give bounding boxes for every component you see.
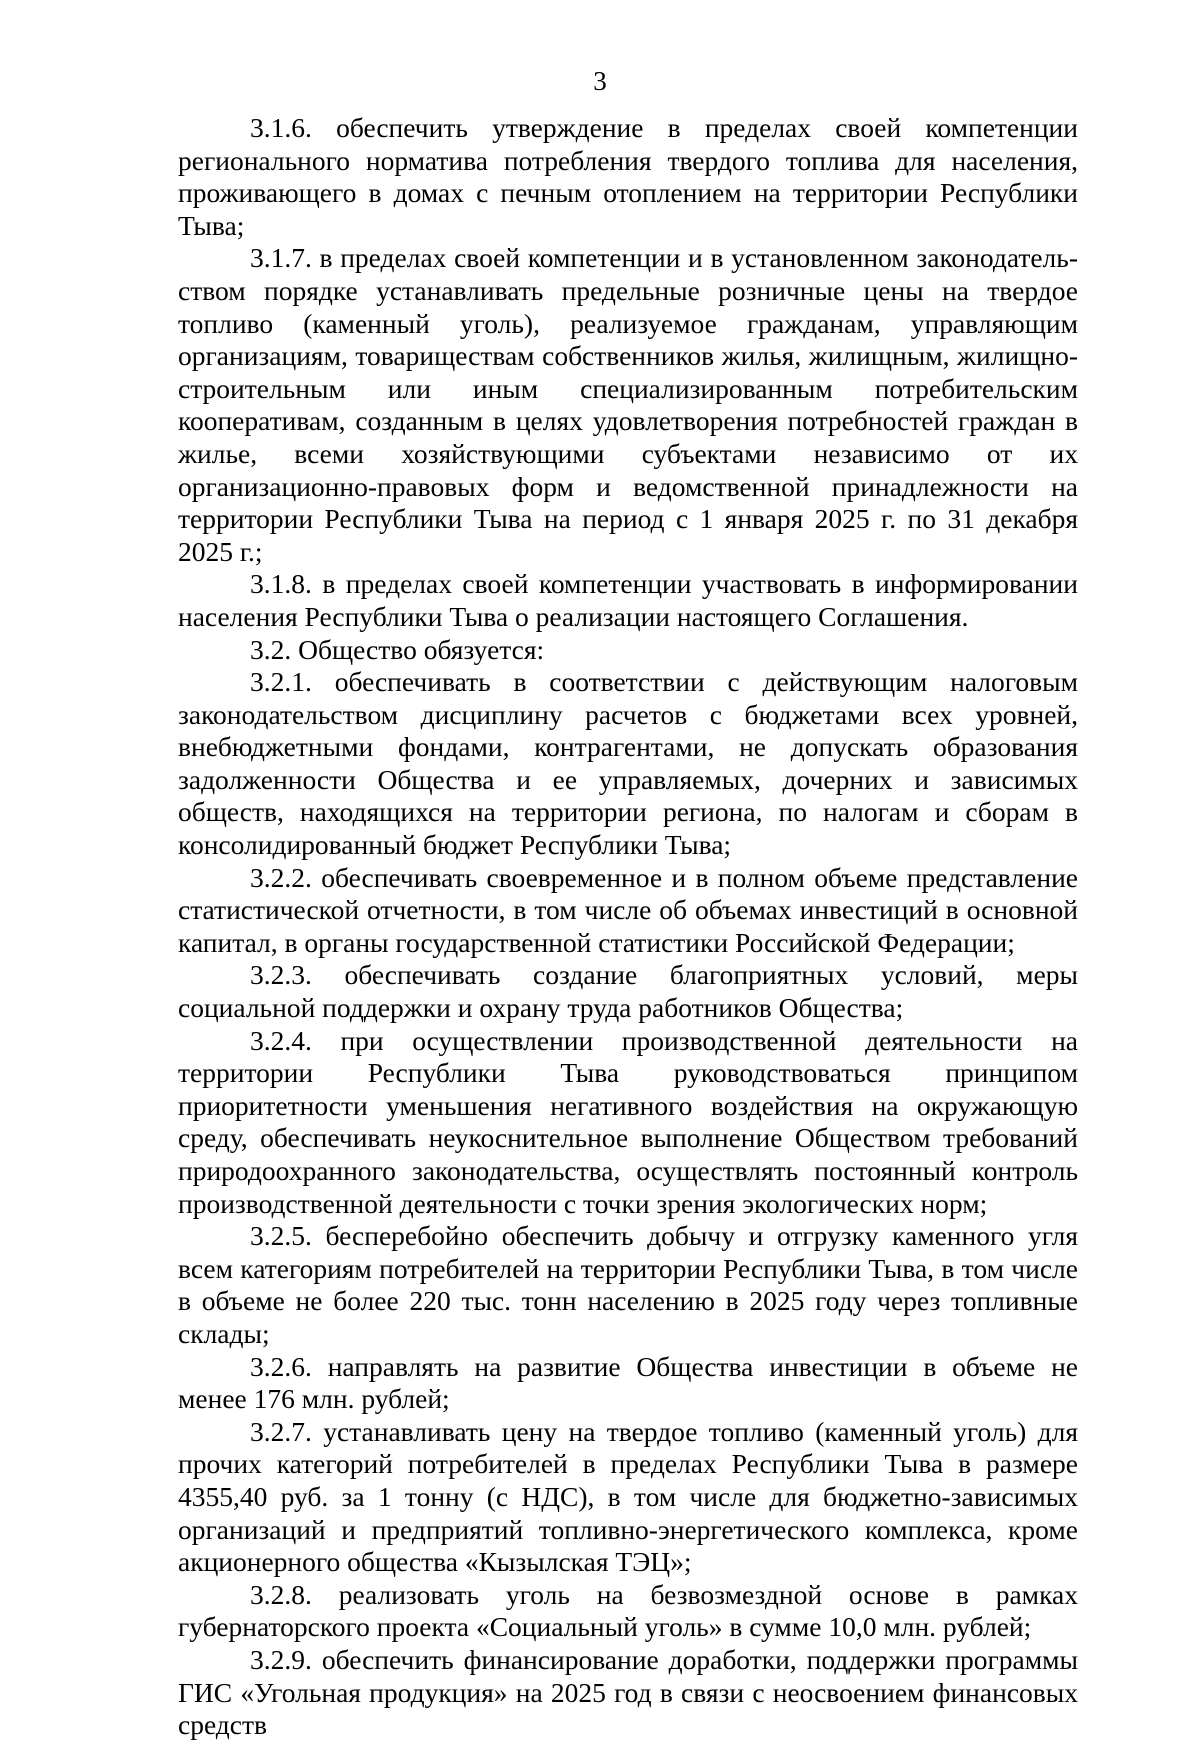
clause-3-2-8: 3.2.8. реализовать уголь на безвозмездной основе в рамках губернаторского проекта «Социальный уголь» в сумме 10,0 млн. рублей; (178, 1578, 1078, 1643)
clause-3-2-9: 3.2.9. обеспечить финансирование доработки, поддержки программы ГИС «Угольная продукция» на 2025 год в связи с неосвоением финансовых средств (178, 1643, 1078, 1741)
clause-3-1-7: 3.1.7. в пределах своей компетенции и в установленном законодательством порядке устанавливать предельные розничные цены на твердое топливо (каменный уголь), реализуемое гражданам, управляющим организациям, товариществам собственников жилья, жилищным, жилищно-строительным или иным специализированным потребительским кооперативам, созданным в целях удовлетворения потребностей граждан в жилье, всеми хозяйствующими субъектами независимо от их организационно-правовых форм и ведомственной принадлежности на территории Республики Тыва на период с 1 января 2025 г. по 31 декабря 2025 г.; (178, 242, 1078, 567)
page-number: 3 (593, 66, 607, 96)
clause-3-2: 3.2. Общество обязуется: (250, 633, 545, 665)
clause-3-2-4: 3.2.4. при осуществлении производственной деятельности на территории Республики Тыва руководствоваться принципом приоритетности уменьшения негативного воздействия на окружающую среду, обеспечивать неукоснительное выполнение Обществом требований природоохранного законодательства, осуществлять постоянный контроль производственной деятельности с точки зрения экологических норм; (178, 1024, 1078, 1219)
clause-3-2-2: 3.2.2. обеспечивать своевременное и в полном объеме представление статистической отчетности, в том числе об объемах инвестиций в основной капитал, в органы государственной статистики Российской Федерации; (178, 861, 1078, 958)
clause-3-2-5: 3.2.5. бесперебойно обеспечить добычу и отгрузку каменного угля всем категориям потребителей на территории Республики Тыва, в том числе в объеме не более 220 тыс. тонн населению в 2025 году через топливные склады; (178, 1220, 1078, 1349)
clause-3-2-3: 3.2.3. обеспечивать создание благоприятных условий, меры социальной поддержки и охрану труда работников Общества; (178, 959, 1078, 1024)
clause-3-2-7: 3.2.7. устанавливать цену на твердое топливо (каменный уголь) для прочих категорий потребителей в пределах Республики Тыва в размере 4355,40 руб. за 1 тонну (с НДС), в том числе для бюджетно-зависимых организаций и предприятий топливно-энергетического комплекса, кроме акционерного общества «Кызылская ТЭЦ»; (178, 1415, 1078, 1578)
clause-3-2-1: 3.2.1. обеспечивать в соответствии с действующим налоговым законодательством дисциплину расчетов с бюджетами всех уровней, внебюджетными фондами, контрагентами, не допускать образования задолженности Общества и ее управляемых, дочерних и зависимых обществ, находящихся на территории региона, по налогам и сборам в консолидированный бюджет Республики Тыва; (178, 666, 1078, 861)
document-body (178, 112, 1078, 1742)
clause-3-2-6: 3.2.6. направлять на развитие Общества инвестиции в объеме не менее 176 млн. рублей; (178, 1350, 1078, 1415)
clause-3-1-6: 3.1.6. обеспечить утверждение в пределах своей компетенции регионального норматива потребления твердого топлива для населения, проживающего в домах с печным отоплением на территории Республики Тыва; (178, 112, 1078, 241)
clause-3-1-8: 3.1.8. в пределах своей компетенции участвовать в информировании населения Республики Тыва о реализации настоящего Соглашения. (178, 568, 1078, 632)
